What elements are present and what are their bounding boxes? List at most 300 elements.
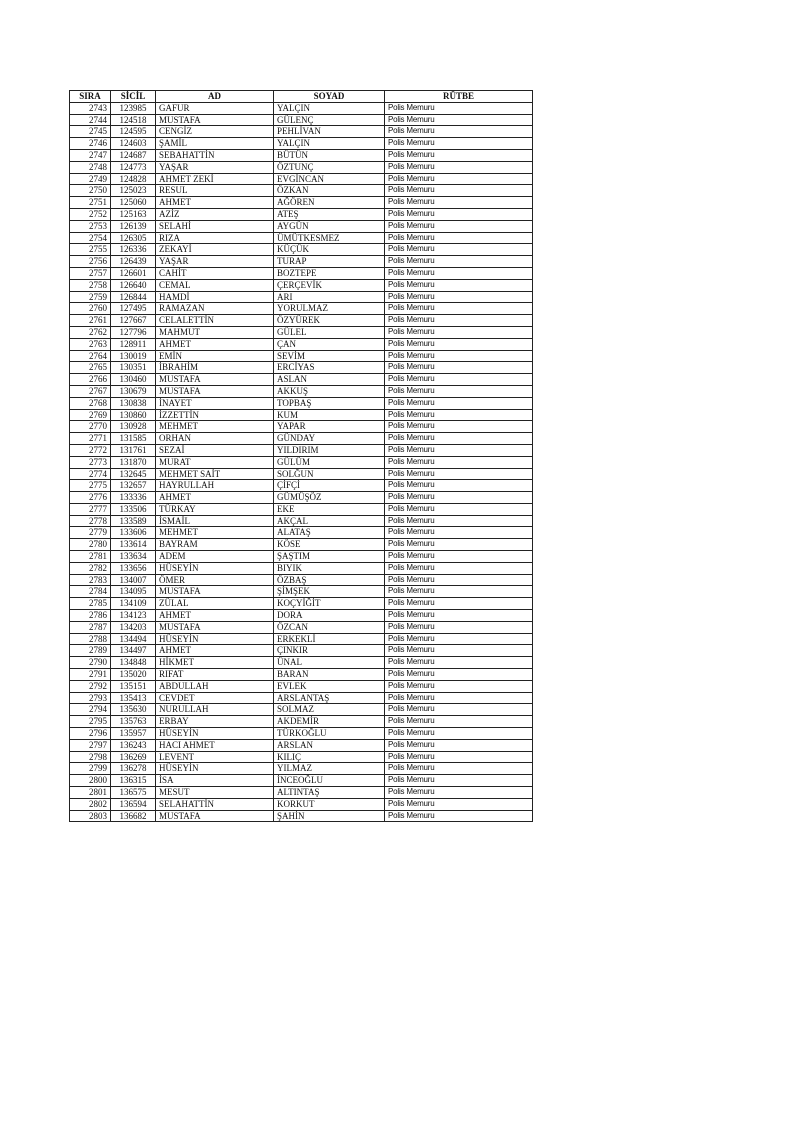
table-header-row xyxy=(70,91,533,103)
cell-sicil: 130928 xyxy=(111,421,156,433)
cell-sicil: 125060 xyxy=(111,197,156,209)
cell-sicil: 136682 xyxy=(111,810,156,822)
cell-ad: HAYRULLAH xyxy=(156,480,274,492)
cell-ad: MUSTAFA xyxy=(156,810,274,822)
table-row xyxy=(70,621,533,633)
table-row xyxy=(70,515,533,527)
cell-soyad: BÜTÜN xyxy=(274,149,385,161)
cell-soyad: TÜRKOĞLU xyxy=(274,728,385,740)
cell-sicil: 134848 xyxy=(111,657,156,669)
table-body xyxy=(70,102,533,822)
cell-ad: HÜSEYİN xyxy=(156,633,274,645)
cell-sicil: 133336 xyxy=(111,492,156,504)
cell-ad: AHMET ZEKİ xyxy=(156,173,274,185)
cell-rutbe: Polis Memuru xyxy=(385,739,533,751)
cell-rutbe: Polis Memuru xyxy=(385,692,533,704)
cell-soyad: EKE xyxy=(274,503,385,515)
cell-ad: ÖMER xyxy=(156,574,274,586)
cell-sira: 2803 xyxy=(70,810,111,822)
cell-ad: MUSTAFA xyxy=(156,586,274,598)
cell-soyad: ŞAHİN xyxy=(274,810,385,822)
cell-soyad: BIYIK xyxy=(274,562,385,574)
cell-ad: NURULLAH xyxy=(156,704,274,716)
cell-sira: 2757 xyxy=(70,267,111,279)
cell-ad: İBRAHİM xyxy=(156,362,274,374)
cell-soyad: KÜÇÜK xyxy=(274,244,385,256)
cell-ad: ZÜLAL xyxy=(156,598,274,610)
cell-rutbe: Polis Memuru xyxy=(385,574,533,586)
table-row xyxy=(70,149,533,161)
table-row xyxy=(70,680,533,692)
cell-sira: 2775 xyxy=(70,480,111,492)
table-row xyxy=(70,433,533,445)
cell-sicil: 127495 xyxy=(111,303,156,315)
cell-sira: 2770 xyxy=(70,421,111,433)
cell-soyad: GÜLEL xyxy=(274,326,385,338)
cell-ad: BAYRAM xyxy=(156,539,274,551)
personnel-list-sheet xyxy=(69,90,533,822)
cell-rutbe: Polis Memuru xyxy=(385,704,533,716)
table-row xyxy=(70,527,533,539)
cell-sicil: 133634 xyxy=(111,551,156,563)
cell-ad: MESUT xyxy=(156,787,274,799)
cell-sira: 2771 xyxy=(70,433,111,445)
cell-ad: MURAT xyxy=(156,456,274,468)
cell-ad: EMİN xyxy=(156,350,274,362)
cell-sicil: 133656 xyxy=(111,562,156,574)
cell-ad: MEHMET SAİT xyxy=(156,468,274,480)
cell-ad: CEMAL xyxy=(156,279,274,291)
cell-ad: RIZA xyxy=(156,232,274,244)
cell-ad: SELAHATTİN xyxy=(156,798,274,810)
cell-ad: MAHMUT xyxy=(156,326,274,338)
header-soyad: SOYAD xyxy=(274,91,385,103)
cell-soyad: KÖSE xyxy=(274,539,385,551)
cell-ad: SEZAİ xyxy=(156,444,274,456)
cell-rutbe: Polis Memuru xyxy=(385,350,533,362)
cell-sira: 2748 xyxy=(70,161,111,173)
header-rutbe: RÜTBE xyxy=(385,91,533,103)
cell-ad: ZEKAYİ xyxy=(156,244,274,256)
cell-ad: SELAHİ xyxy=(156,220,274,232)
cell-soyad: GÜMÜŞÖZ xyxy=(274,492,385,504)
cell-sira: 2798 xyxy=(70,751,111,763)
table-row xyxy=(70,397,533,409)
table-row xyxy=(70,232,533,244)
cell-sicil: 124687 xyxy=(111,149,156,161)
cell-ad: CENGİZ xyxy=(156,126,274,138)
cell-sira: 2774 xyxy=(70,468,111,480)
cell-rutbe: Polis Memuru xyxy=(385,385,533,397)
table-row xyxy=(70,610,533,622)
cell-ad: RESUL xyxy=(156,185,274,197)
cell-sira: 2758 xyxy=(70,279,111,291)
cell-sicil: 135630 xyxy=(111,704,156,716)
cell-rutbe: Polis Memuru xyxy=(385,208,533,220)
cell-ad: LEVENT xyxy=(156,751,274,763)
cell-ad: İSMAİL xyxy=(156,515,274,527)
cell-ad: ADEM xyxy=(156,551,274,563)
cell-rutbe: Polis Memuru xyxy=(385,716,533,728)
cell-soyad: KORKUT xyxy=(274,798,385,810)
cell-ad: MUSTAFA xyxy=(156,374,274,386)
cell-soyad: GÜLENÇ xyxy=(274,114,385,126)
header-sira: SIRA xyxy=(70,91,111,103)
header-sicil: SİCİL xyxy=(111,91,156,103)
table-row xyxy=(70,385,533,397)
cell-sicil: 125163 xyxy=(111,208,156,220)
cell-sira: 2782 xyxy=(70,562,111,574)
cell-ad: HACI AHMET xyxy=(156,739,274,751)
table-row xyxy=(70,350,533,362)
table-row xyxy=(70,244,533,256)
cell-ad: AHMET xyxy=(156,492,274,504)
cell-sicil: 135413 xyxy=(111,692,156,704)
cell-sira: 2772 xyxy=(70,444,111,456)
cell-rutbe: Polis Memuru xyxy=(385,303,533,315)
table-row xyxy=(70,208,533,220)
cell-soyad: ERCİYAS xyxy=(274,362,385,374)
cell-rutbe: Polis Memuru xyxy=(385,492,533,504)
cell-rutbe: Polis Memuru xyxy=(385,326,533,338)
cell-soyad: YILMAZ xyxy=(274,763,385,775)
cell-soyad: ÜNAL xyxy=(274,657,385,669)
cell-sicil: 134123 xyxy=(111,610,156,622)
cell-soyad: ŞİMŞEK xyxy=(274,586,385,598)
cell-sicil: 124828 xyxy=(111,173,156,185)
cell-soyad: SOLĞUN xyxy=(274,468,385,480)
table-row xyxy=(70,267,533,279)
cell-sicil: 123985 xyxy=(111,102,156,114)
table-row xyxy=(70,503,533,515)
cell-soyad: YAPAR xyxy=(274,421,385,433)
cell-ad: ŞAMİL xyxy=(156,138,274,150)
cell-rutbe: Polis Memuru xyxy=(385,279,533,291)
cell-ad: İZZETTİN xyxy=(156,409,274,421)
table-row xyxy=(70,586,533,598)
cell-ad: AHMET xyxy=(156,338,274,350)
cell-ad: ERBAY xyxy=(156,716,274,728)
cell-rutbe: Polis Memuru xyxy=(385,149,533,161)
cell-soyad: AKDEMİR xyxy=(274,716,385,728)
cell-rutbe: Polis Memuru xyxy=(385,621,533,633)
cell-ad: MUSTAFA xyxy=(156,114,274,126)
cell-soyad: GÜLÜM xyxy=(274,456,385,468)
cell-sira: 2779 xyxy=(70,527,111,539)
cell-sicil: 126336 xyxy=(111,244,156,256)
cell-ad: ORHAN xyxy=(156,433,274,445)
table-row xyxy=(70,775,533,787)
cell-rutbe: Polis Memuru xyxy=(385,232,533,244)
table-row xyxy=(70,751,533,763)
cell-rutbe: Polis Memuru xyxy=(385,598,533,610)
cell-sira: 2763 xyxy=(70,338,111,350)
cell-soyad: KOÇYİĞİT xyxy=(274,598,385,610)
cell-rutbe: Polis Memuru xyxy=(385,126,533,138)
cell-sicil: 136315 xyxy=(111,775,156,787)
table-row xyxy=(70,669,533,681)
cell-ad: MEHMET xyxy=(156,421,274,433)
cell-sicil: 131585 xyxy=(111,433,156,445)
cell-sicil: 124603 xyxy=(111,138,156,150)
cell-sira: 2783 xyxy=(70,574,111,586)
cell-sicil: 126844 xyxy=(111,291,156,303)
cell-rutbe: Polis Memuru xyxy=(385,421,533,433)
cell-soyad: GÜNDAY xyxy=(274,433,385,445)
cell-soyad: ÇİFÇİ xyxy=(274,480,385,492)
cell-rutbe: Polis Memuru xyxy=(385,657,533,669)
cell-rutbe: Polis Memuru xyxy=(385,374,533,386)
cell-rutbe: Polis Memuru xyxy=(385,433,533,445)
cell-sicil: 131761 xyxy=(111,444,156,456)
cell-sira: 2784 xyxy=(70,586,111,598)
cell-soyad: AĞÖREN xyxy=(274,197,385,209)
cell-rutbe: Polis Memuru xyxy=(385,444,533,456)
cell-ad: İSA xyxy=(156,775,274,787)
cell-sira: 2799 xyxy=(70,763,111,775)
cell-sira: 2773 xyxy=(70,456,111,468)
cell-sicil: 130460 xyxy=(111,374,156,386)
table-row xyxy=(70,421,533,433)
table-row xyxy=(70,374,533,386)
cell-sira: 2769 xyxy=(70,409,111,421)
cell-sira: 2762 xyxy=(70,326,111,338)
cell-sicil: 136269 xyxy=(111,751,156,763)
cell-soyad: YALÇIN xyxy=(274,102,385,114)
cell-ad: ABDULLAH xyxy=(156,680,274,692)
cell-sira: 2750 xyxy=(70,185,111,197)
cell-sicil: 131870 xyxy=(111,456,156,468)
table-row xyxy=(70,338,533,350)
cell-sira: 2761 xyxy=(70,315,111,327)
cell-rutbe: Polis Memuru xyxy=(385,161,533,173)
table-row xyxy=(70,220,533,232)
cell-ad: RAMAZAN xyxy=(156,303,274,315)
cell-rutbe: Polis Memuru xyxy=(385,185,533,197)
table-row xyxy=(70,633,533,645)
cell-soyad: ÇINKIR xyxy=(274,645,385,657)
cell-sicil: 130679 xyxy=(111,385,156,397)
cell-soyad: YORULMAZ xyxy=(274,303,385,315)
table-row xyxy=(70,444,533,456)
cell-ad: MEHMET xyxy=(156,527,274,539)
cell-ad: GAFUR xyxy=(156,102,274,114)
personnel-table xyxy=(69,90,533,822)
cell-sira: 2743 xyxy=(70,102,111,114)
cell-ad: SEBAHATTİN xyxy=(156,149,274,161)
cell-soyad: SEVİM xyxy=(274,350,385,362)
cell-soyad: BOZTEPE xyxy=(274,267,385,279)
table-row xyxy=(70,539,533,551)
cell-sira: 2755 xyxy=(70,244,111,256)
cell-soyad: ÇERÇEVİK xyxy=(274,279,385,291)
cell-soyad: ARSLANTAŞ xyxy=(274,692,385,704)
cell-ad: HÜSEYİN xyxy=(156,562,274,574)
table-row xyxy=(70,551,533,563)
cell-soyad: ARI xyxy=(274,291,385,303)
table-row xyxy=(70,692,533,704)
cell-sira: 2776 xyxy=(70,492,111,504)
table-row xyxy=(70,645,533,657)
cell-sicil: 133506 xyxy=(111,503,156,515)
table-row xyxy=(70,787,533,799)
cell-ad: AZİZ xyxy=(156,208,274,220)
cell-rutbe: Polis Memuru xyxy=(385,751,533,763)
cell-ad: HÜSEYİN xyxy=(156,728,274,740)
cell-sira: 2778 xyxy=(70,515,111,527)
cell-rutbe: Polis Memuru xyxy=(385,480,533,492)
cell-rutbe: Polis Memuru xyxy=(385,197,533,209)
cell-rutbe: Polis Memuru xyxy=(385,586,533,598)
cell-soyad: ÖZYÜREK xyxy=(274,315,385,327)
cell-sira: 2796 xyxy=(70,728,111,740)
cell-sicil: 135957 xyxy=(111,728,156,740)
table-row xyxy=(70,763,533,775)
cell-sira: 2790 xyxy=(70,657,111,669)
cell-ad: CEVDET xyxy=(156,692,274,704)
cell-sicil: 134095 xyxy=(111,586,156,598)
cell-sicil: 124773 xyxy=(111,161,156,173)
cell-sicil: 134497 xyxy=(111,645,156,657)
cell-soyad: AYGÜN xyxy=(274,220,385,232)
cell-sicil: 130838 xyxy=(111,397,156,409)
cell-rutbe: Polis Memuru xyxy=(385,244,533,256)
cell-sicil: 130860 xyxy=(111,409,156,421)
cell-sira: 2760 xyxy=(70,303,111,315)
cell-soyad: YILDIRIM xyxy=(274,444,385,456)
table-row xyxy=(70,456,533,468)
cell-rutbe: Polis Memuru xyxy=(385,267,533,279)
cell-soyad: BARAN xyxy=(274,669,385,681)
table-row xyxy=(70,562,533,574)
table-row xyxy=(70,598,533,610)
cell-rutbe: Polis Memuru xyxy=(385,291,533,303)
cell-rutbe: Polis Memuru xyxy=(385,562,533,574)
cell-sira: 2765 xyxy=(70,362,111,374)
cell-rutbe: Polis Memuru xyxy=(385,633,533,645)
cell-rutbe: Polis Memuru xyxy=(385,728,533,740)
cell-sira: 2745 xyxy=(70,126,111,138)
table-row xyxy=(70,197,533,209)
cell-soyad: ASLAN xyxy=(274,374,385,386)
cell-rutbe: Polis Memuru xyxy=(385,397,533,409)
cell-sicil: 135020 xyxy=(111,669,156,681)
cell-sira: 2797 xyxy=(70,739,111,751)
cell-rutbe: Polis Memuru xyxy=(385,173,533,185)
cell-sira: 2794 xyxy=(70,704,111,716)
cell-rutbe: Polis Memuru xyxy=(385,338,533,350)
cell-sicil: 133606 xyxy=(111,527,156,539)
cell-sicil: 136575 xyxy=(111,787,156,799)
cell-ad: MUSTAFA xyxy=(156,621,274,633)
cell-sira: 2754 xyxy=(70,232,111,244)
cell-ad: RIFAT xyxy=(156,669,274,681)
cell-sira: 2802 xyxy=(70,798,111,810)
cell-sicil: 126601 xyxy=(111,267,156,279)
table-row xyxy=(70,279,533,291)
table-row xyxy=(70,362,533,374)
cell-soyad: ARSLAN xyxy=(274,739,385,751)
cell-sira: 2785 xyxy=(70,598,111,610)
cell-rutbe: Polis Memuru xyxy=(385,669,533,681)
cell-sicil: 134494 xyxy=(111,633,156,645)
table-row xyxy=(70,138,533,150)
cell-soyad: PEHLİVAN xyxy=(274,126,385,138)
cell-sira: 2767 xyxy=(70,385,111,397)
cell-sira: 2756 xyxy=(70,256,111,268)
cell-soyad: ERKEKLİ xyxy=(274,633,385,645)
table-row xyxy=(70,704,533,716)
cell-sira: 2746 xyxy=(70,138,111,150)
table-row xyxy=(70,185,533,197)
cell-ad: CELALETTİN xyxy=(156,315,274,327)
cell-rutbe: Polis Memuru xyxy=(385,645,533,657)
cell-sicil: 134007 xyxy=(111,574,156,586)
cell-sira: 2787 xyxy=(70,621,111,633)
cell-sicil: 133589 xyxy=(111,515,156,527)
table-row xyxy=(70,291,533,303)
cell-soyad: ALATAŞ xyxy=(274,527,385,539)
cell-rutbe: Polis Memuru xyxy=(385,503,533,515)
table-row xyxy=(70,574,533,586)
cell-rutbe: Polis Memuru xyxy=(385,798,533,810)
cell-sira: 2780 xyxy=(70,539,111,551)
cell-soyad: EVGİNCAN xyxy=(274,173,385,185)
cell-ad: TÜRKAY xyxy=(156,503,274,515)
cell-sicil: 126640 xyxy=(111,279,156,291)
cell-ad: HİKMET xyxy=(156,657,274,669)
cell-sira: 2747 xyxy=(70,149,111,161)
cell-sicil: 133614 xyxy=(111,539,156,551)
cell-soyad: KUM xyxy=(274,409,385,421)
cell-rutbe: Polis Memuru xyxy=(385,810,533,822)
cell-soyad: ÖZBAŞ xyxy=(274,574,385,586)
cell-sira: 2791 xyxy=(70,669,111,681)
cell-soyad: ŞAŞTIM xyxy=(274,551,385,563)
cell-sicil: 136594 xyxy=(111,798,156,810)
table-row xyxy=(70,102,533,114)
cell-sira: 2751 xyxy=(70,197,111,209)
cell-soyad: ATEŞ xyxy=(274,208,385,220)
cell-sira: 2759 xyxy=(70,291,111,303)
cell-soyad: SOLMAZ xyxy=(274,704,385,716)
cell-sicil: 125023 xyxy=(111,185,156,197)
cell-ad: CAHİT xyxy=(156,267,274,279)
table-row xyxy=(70,161,533,173)
cell-soyad: TOPBAŞ xyxy=(274,397,385,409)
cell-sira: 2793 xyxy=(70,692,111,704)
cell-ad: YAŞAR xyxy=(156,256,274,268)
cell-sira: 2781 xyxy=(70,551,111,563)
cell-sicil: 135151 xyxy=(111,680,156,692)
cell-rutbe: Polis Memuru xyxy=(385,763,533,775)
cell-rutbe: Polis Memuru xyxy=(385,468,533,480)
cell-sira: 2766 xyxy=(70,374,111,386)
cell-soyad: ÖZKAN xyxy=(274,185,385,197)
table-row xyxy=(70,480,533,492)
table-row xyxy=(70,492,533,504)
cell-sira: 2749 xyxy=(70,173,111,185)
table-row xyxy=(70,315,533,327)
cell-soyad: AKÇAL xyxy=(274,515,385,527)
cell-rutbe: Polis Memuru xyxy=(385,315,533,327)
cell-sicil: 127796 xyxy=(111,326,156,338)
table-row xyxy=(70,728,533,740)
table-row xyxy=(70,716,533,728)
cell-sicil: 136278 xyxy=(111,763,156,775)
cell-soyad: İNCEOĞLU xyxy=(274,775,385,787)
cell-soyad: YALÇIN xyxy=(274,138,385,150)
